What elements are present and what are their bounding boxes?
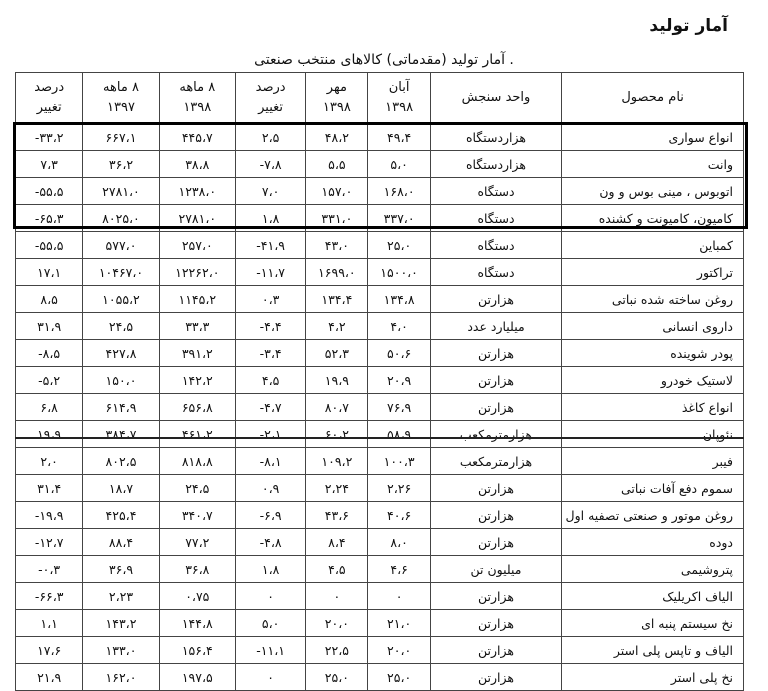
- cell-product: پودر شوینده: [562, 340, 744, 367]
- cell-mehr: ۰: [306, 583, 368, 610]
- cell-aban: ۱۳۴،۸: [368, 286, 430, 313]
- cell-annual-change: ۶،۸: [16, 394, 83, 421]
- cell-annual-change: ۸،۵: [16, 286, 83, 313]
- cell-annual-change: ۲،۰: [16, 448, 83, 475]
- cell-8month-1398: ۱۱۴۵،۲: [159, 286, 235, 313]
- table-row: [16, 637, 744, 664]
- cell-product: انواع کاغذ: [562, 394, 744, 421]
- cell-product: نخ پلی استر: [562, 664, 744, 691]
- cell-percent-change: -۴،۷: [235, 394, 305, 421]
- table-row: [16, 232, 744, 259]
- cell-8month-1398: ۲۷۸۱،۰: [159, 205, 235, 232]
- cell-mehr: ۳۳۱،۰: [306, 205, 368, 232]
- cell-annual-change: -۶۵،۳: [16, 205, 83, 232]
- cell-8month-1398: ۳۴۰،۷: [159, 502, 235, 529]
- cell-product: لاستیک خودرو: [562, 367, 744, 394]
- cell-mehr: ۴،۲: [306, 313, 368, 340]
- cell-percent-change: ۰،۳: [235, 286, 305, 313]
- cell-8month-1397: ۱۳۳،۰: [83, 637, 159, 664]
- production-table: [15, 72, 744, 691]
- cell-aban: ۲۵،۰: [368, 232, 430, 259]
- cell-annual-change: -۸،۵: [16, 340, 83, 367]
- cell-8month-1397: ۴۲۷،۸: [83, 340, 159, 367]
- cell-8month-1397: ۶۶۷،۱: [83, 124, 159, 151]
- cell-aban: ۱۶۸،۰: [368, 178, 430, 205]
- cell-8month-1398: ۴۶۱،۲: [159, 421, 235, 448]
- cell-unit: هزارتن: [430, 340, 562, 367]
- cell-unit: هزارتن: [430, 583, 562, 610]
- cell-8month-1397: ۱۶۲،۰: [83, 664, 159, 691]
- cell-product: داروی انسانی: [562, 313, 744, 340]
- cell-aban: ۴۰،۶: [368, 502, 430, 529]
- cell-product: پتروشیمی: [562, 556, 744, 583]
- cell-8month-1398: ۳۶،۸: [159, 556, 235, 583]
- cell-8month-1398: ۳۳،۳: [159, 313, 235, 340]
- cell-percent-change: -۲،۱: [235, 421, 305, 448]
- table-header: [16, 73, 744, 124]
- cell-mehr: ۱۵۷،۰: [306, 178, 368, 205]
- cell-unit: هزارتن: [430, 394, 562, 421]
- cell-percent-change: -۴،۴: [235, 313, 305, 340]
- header-aban: آبان ۱۳۹۸: [368, 73, 430, 124]
- cell-8month-1398: ۱۲۲۶۲،۰: [159, 259, 235, 286]
- cell-8month-1397: ۲۷۸۱،۰: [83, 178, 159, 205]
- cell-unit: هزارتن: [430, 475, 562, 502]
- cell-percent-change: -۸،۱: [235, 448, 305, 475]
- cell-annual-change: -۳۳،۲: [16, 124, 83, 151]
- cell-unit: دستگاه: [430, 205, 562, 232]
- table-row: [16, 475, 744, 502]
- row-separator: [15, 437, 744, 439]
- cell-percent-change: -۶،۹: [235, 502, 305, 529]
- cell-percent-change: ۷،۰: [235, 178, 305, 205]
- cell-unit: هزارتن: [430, 664, 562, 691]
- cell-product: تراکتور: [562, 259, 744, 286]
- cell-mehr: ۱۰۹،۲: [306, 448, 368, 475]
- cell-mehr: ۱۳۴،۴: [306, 286, 368, 313]
- cell-unit: هزاردستگاه: [430, 124, 562, 151]
- cell-aban: ۸،۰: [368, 529, 430, 556]
- cell-8month-1397: ۲۴،۵: [83, 313, 159, 340]
- cell-annual-change: -۶۶،۳: [16, 583, 83, 610]
- cell-aban: ۱۰۰،۳: [368, 448, 430, 475]
- cell-8month-1398: ۳۹۱،۲: [159, 340, 235, 367]
- table-row: [16, 664, 744, 691]
- table-row: [16, 394, 744, 421]
- header-8month-1397: ۸ ماهه ۱۳۹۷: [83, 73, 159, 124]
- cell-8month-1397: ۸۰۲،۵: [83, 448, 159, 475]
- header-annual-change: درصد تغییر: [16, 73, 83, 124]
- cell-mehr: ۴۳،۶: [306, 502, 368, 529]
- cell-aban: ۲۵،۰: [368, 664, 430, 691]
- cell-percent-change: ۲،۵: [235, 124, 305, 151]
- table-row: [16, 259, 744, 286]
- cell-percent-change: ۱،۸: [235, 205, 305, 232]
- table-row: [16, 583, 744, 610]
- table-row: [16, 448, 744, 475]
- table-row: [16, 313, 744, 340]
- cell-unit: دستگاه: [430, 178, 562, 205]
- cell-8month-1397: ۱۴۳،۲: [83, 610, 159, 637]
- cell-aban: ۴،۶: [368, 556, 430, 583]
- cell-unit: میلیون تن: [430, 556, 562, 583]
- cell-unit: هزارتن: [430, 367, 562, 394]
- cell-annual-change: -۵۵،۵: [16, 232, 83, 259]
- cell-product: الیاف و تاپس پلی استر: [562, 637, 744, 664]
- cell-mehr: ۴،۵: [306, 556, 368, 583]
- cell-mehr: ۱۶۹۹،۰: [306, 259, 368, 286]
- cell-8month-1398: ۱۴۴،۸: [159, 610, 235, 637]
- cell-unit: هزارتن: [430, 610, 562, 637]
- cell-product: نئوپان: [562, 421, 744, 448]
- cell-mehr: ۲۵،۰: [306, 664, 368, 691]
- cell-unit: هزارتن: [430, 637, 562, 664]
- table-row: [16, 286, 744, 313]
- cell-percent-change: -۴۱،۹: [235, 232, 305, 259]
- cell-8month-1398: ۲۴،۵: [159, 475, 235, 502]
- cell-8month-1397: ۴۲۵،۴: [83, 502, 159, 529]
- cell-annual-change: ۱،۱: [16, 610, 83, 637]
- cell-aban: ۲،۲۶: [368, 475, 430, 502]
- table-row: [16, 340, 744, 367]
- header-product: نام محصول: [562, 73, 744, 124]
- cell-aban: ۰: [368, 583, 430, 610]
- cell-8month-1398: ۱۲۳۸،۰: [159, 178, 235, 205]
- cell-percent-change: ۱،۸: [235, 556, 305, 583]
- cell-annual-change: ۱۹،۹: [16, 421, 83, 448]
- cell-percent-change: ۴،۵: [235, 367, 305, 394]
- cell-8month-1398: ۷۷،۲: [159, 529, 235, 556]
- table-row: [16, 556, 744, 583]
- cell-8month-1398: ۲۵۷،۰: [159, 232, 235, 259]
- cell-8month-1397: ۵۷۷،۰: [83, 232, 159, 259]
- cell-8month-1398: ۳۸،۸: [159, 151, 235, 178]
- table-body: [16, 124, 744, 691]
- cell-unit: میلیارد عدد: [430, 313, 562, 340]
- cell-product: اتوبوس ، مینی بوس و ون: [562, 178, 744, 205]
- cell-unit: هزارمترمکعب: [430, 421, 562, 448]
- cell-annual-change: ۱۷،۱: [16, 259, 83, 286]
- cell-annual-change: -۵،۲: [16, 367, 83, 394]
- cell-mehr: ۲۰،۰: [306, 610, 368, 637]
- header-unit: واحد سنجش: [430, 73, 562, 124]
- table-row: [16, 529, 744, 556]
- cell-aban: ۵۸،۹: [368, 421, 430, 448]
- cell-unit: هزارتن: [430, 286, 562, 313]
- cell-8month-1397: ۸۰۲۵،۰: [83, 205, 159, 232]
- cell-annual-change: ۲۱،۹: [16, 664, 83, 691]
- header-percent-change: درصد تغییر: [235, 73, 305, 124]
- cell-8month-1398: ۰،۷۵: [159, 583, 235, 610]
- table-row: [16, 367, 744, 394]
- cell-unit: دستگاه: [430, 259, 562, 286]
- cell-aban: ۵،۰: [368, 151, 430, 178]
- cell-8month-1398: ۶۵۶،۸: [159, 394, 235, 421]
- cell-annual-change: -۵۵،۵: [16, 178, 83, 205]
- table-row: [16, 421, 744, 448]
- cell-8month-1397: ۲،۲۳: [83, 583, 159, 610]
- cell-product: روغن موتور و صنعتی تصفیه اول: [562, 502, 744, 529]
- cell-product: وانت: [562, 151, 744, 178]
- table-row: [16, 178, 744, 205]
- cell-8month-1397: ۳۸۴،۷: [83, 421, 159, 448]
- cell-mehr: ۲،۲۴: [306, 475, 368, 502]
- cell-annual-change: ۱۷،۶: [16, 637, 83, 664]
- cell-8month-1398: ۱۹۷،۵: [159, 664, 235, 691]
- cell-8month-1397: ۳۶،۹: [83, 556, 159, 583]
- cell-product: روغن ساخته شده نباتی: [562, 286, 744, 313]
- cell-percent-change: -۱۱،۱: [235, 637, 305, 664]
- table-caption: . آمار تولید (مقدماتی) کالاهای منتخب صنعتی: [254, 52, 514, 68]
- cell-mehr: ۵،۵: [306, 151, 368, 178]
- table-row: [16, 610, 744, 637]
- cell-unit: هزارتن: [430, 502, 562, 529]
- header-mehr: مهر ۱۳۹۸: [306, 73, 368, 124]
- cell-mehr: ۸۰،۷: [306, 394, 368, 421]
- cell-product: سموم دفع آفات نباتی: [562, 475, 744, 502]
- cell-aban: ۴۹،۴: [368, 124, 430, 151]
- cell-product: نخ سیستم پنبه ای: [562, 610, 744, 637]
- table-row: [16, 151, 744, 178]
- cell-percent-change: -۳،۴: [235, 340, 305, 367]
- header-8month-1398: ۸ ماهه ۱۳۹۸: [159, 73, 235, 124]
- table-row: [16, 205, 744, 232]
- cell-8month-1397: ۱۰۴۶۷،۰: [83, 259, 159, 286]
- cell-annual-change: ۷،۳: [16, 151, 83, 178]
- cell-unit: دستگاه: [430, 232, 562, 259]
- cell-product: دوده: [562, 529, 744, 556]
- cell-product: الیاف اکریلیک: [562, 583, 744, 610]
- cell-aban: ۷۶،۹: [368, 394, 430, 421]
- cell-aban: ۳۳۷،۰: [368, 205, 430, 232]
- cell-aban: ۲۰،۹: [368, 367, 430, 394]
- cell-aban: ۲۰،۰: [368, 637, 430, 664]
- cell-unit: هزارمترمکعب: [430, 448, 562, 475]
- cell-unit: هزاردستگاه: [430, 151, 562, 178]
- cell-mehr: ۵۲،۳: [306, 340, 368, 367]
- cell-8month-1398: ۱۴۲،۲: [159, 367, 235, 394]
- cell-annual-change: -۱۲،۷: [16, 529, 83, 556]
- cell-8month-1397: ۸۸،۴: [83, 529, 159, 556]
- cell-mehr: ۴۸،۲: [306, 124, 368, 151]
- page-title: آمار تولید: [649, 16, 728, 36]
- cell-percent-change: -۱۱،۷: [235, 259, 305, 286]
- cell-percent-change: ۰: [235, 664, 305, 691]
- cell-annual-change: -۱۹،۹: [16, 502, 83, 529]
- cell-annual-change: ۳۱،۴: [16, 475, 83, 502]
- cell-mehr: ۱۹،۹: [306, 367, 368, 394]
- cell-mehr: ۴۳،۰: [306, 232, 368, 259]
- cell-aban: ۲۱،۰: [368, 610, 430, 637]
- cell-8month-1398: ۴۴۵،۷: [159, 124, 235, 151]
- cell-percent-change: -۷،۸: [235, 151, 305, 178]
- cell-aban: ۵۰،۶: [368, 340, 430, 367]
- cell-8month-1397: ۱۰۵۵،۲: [83, 286, 159, 313]
- cell-percent-change: ۰،۹: [235, 475, 305, 502]
- cell-annual-change: ۳۱،۹: [16, 313, 83, 340]
- cell-aban: ۴،۰: [368, 313, 430, 340]
- cell-percent-change: ۵،۰: [235, 610, 305, 637]
- cell-8month-1397: ۶۱۴،۹: [83, 394, 159, 421]
- cell-unit: هزارتن: [430, 529, 562, 556]
- cell-percent-change: -۴،۸: [235, 529, 305, 556]
- cell-product: انواع سواری: [562, 124, 744, 151]
- cell-8month-1397: ۱۸،۷: [83, 475, 159, 502]
- cell-percent-change: ۰: [235, 583, 305, 610]
- cell-product: فیبر: [562, 448, 744, 475]
- cell-annual-change: -۰،۳: [16, 556, 83, 583]
- cell-aban: ۱۵۰۰،۰: [368, 259, 430, 286]
- cell-mehr: ۶۰،۲: [306, 421, 368, 448]
- cell-8month-1397: ۱۵۰،۰: [83, 367, 159, 394]
- table-row: [16, 124, 744, 151]
- table-row: [16, 502, 744, 529]
- cell-product: کامیون، کامیونت و کشنده: [562, 205, 744, 232]
- cell-mehr: ۸،۴: [306, 529, 368, 556]
- cell-product: کمباین: [562, 232, 744, 259]
- cell-8month-1397: ۳۶،۲: [83, 151, 159, 178]
- cell-8month-1398: ۱۵۶،۴: [159, 637, 235, 664]
- cell-8month-1398: ۸۱۸،۸: [159, 448, 235, 475]
- cell-mehr: ۲۲،۵: [306, 637, 368, 664]
